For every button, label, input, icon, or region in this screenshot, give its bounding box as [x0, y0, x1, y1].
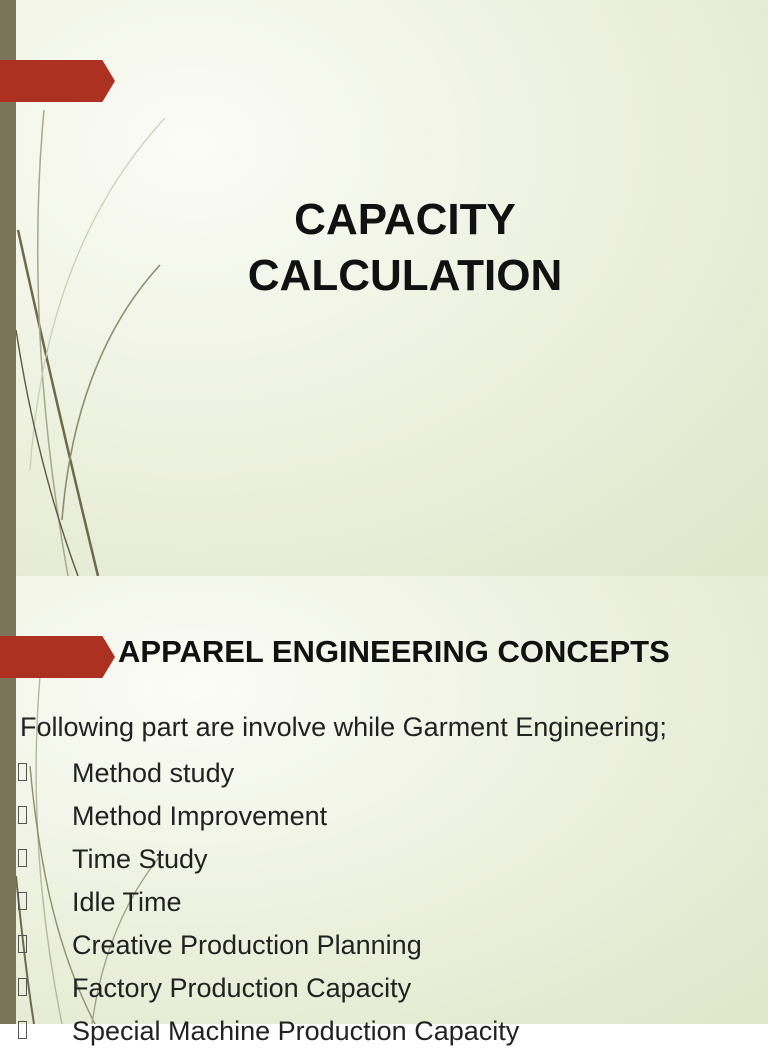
bullet-icon	[18, 892, 27, 910]
bullet-icon	[18, 935, 27, 953]
title-line-2: CALCULATION	[247, 251, 563, 300]
title-line-1: CAPACITY	[294, 195, 516, 244]
intro-text: Following part are involve while Garment Engineering;	[20, 712, 667, 742]
slide-title	[180, 192, 630, 304]
title-arrow-marker	[0, 60, 115, 102]
bullet-icon	[18, 849, 27, 867]
slide-2-title: APPAREL ENGINEERING CONCEPTS	[118, 634, 670, 669]
bullet-icon	[18, 763, 27, 781]
bullet-icon	[18, 806, 27, 824]
bullet-icon	[18, 978, 27, 996]
title-arrow-marker	[0, 636, 115, 678]
